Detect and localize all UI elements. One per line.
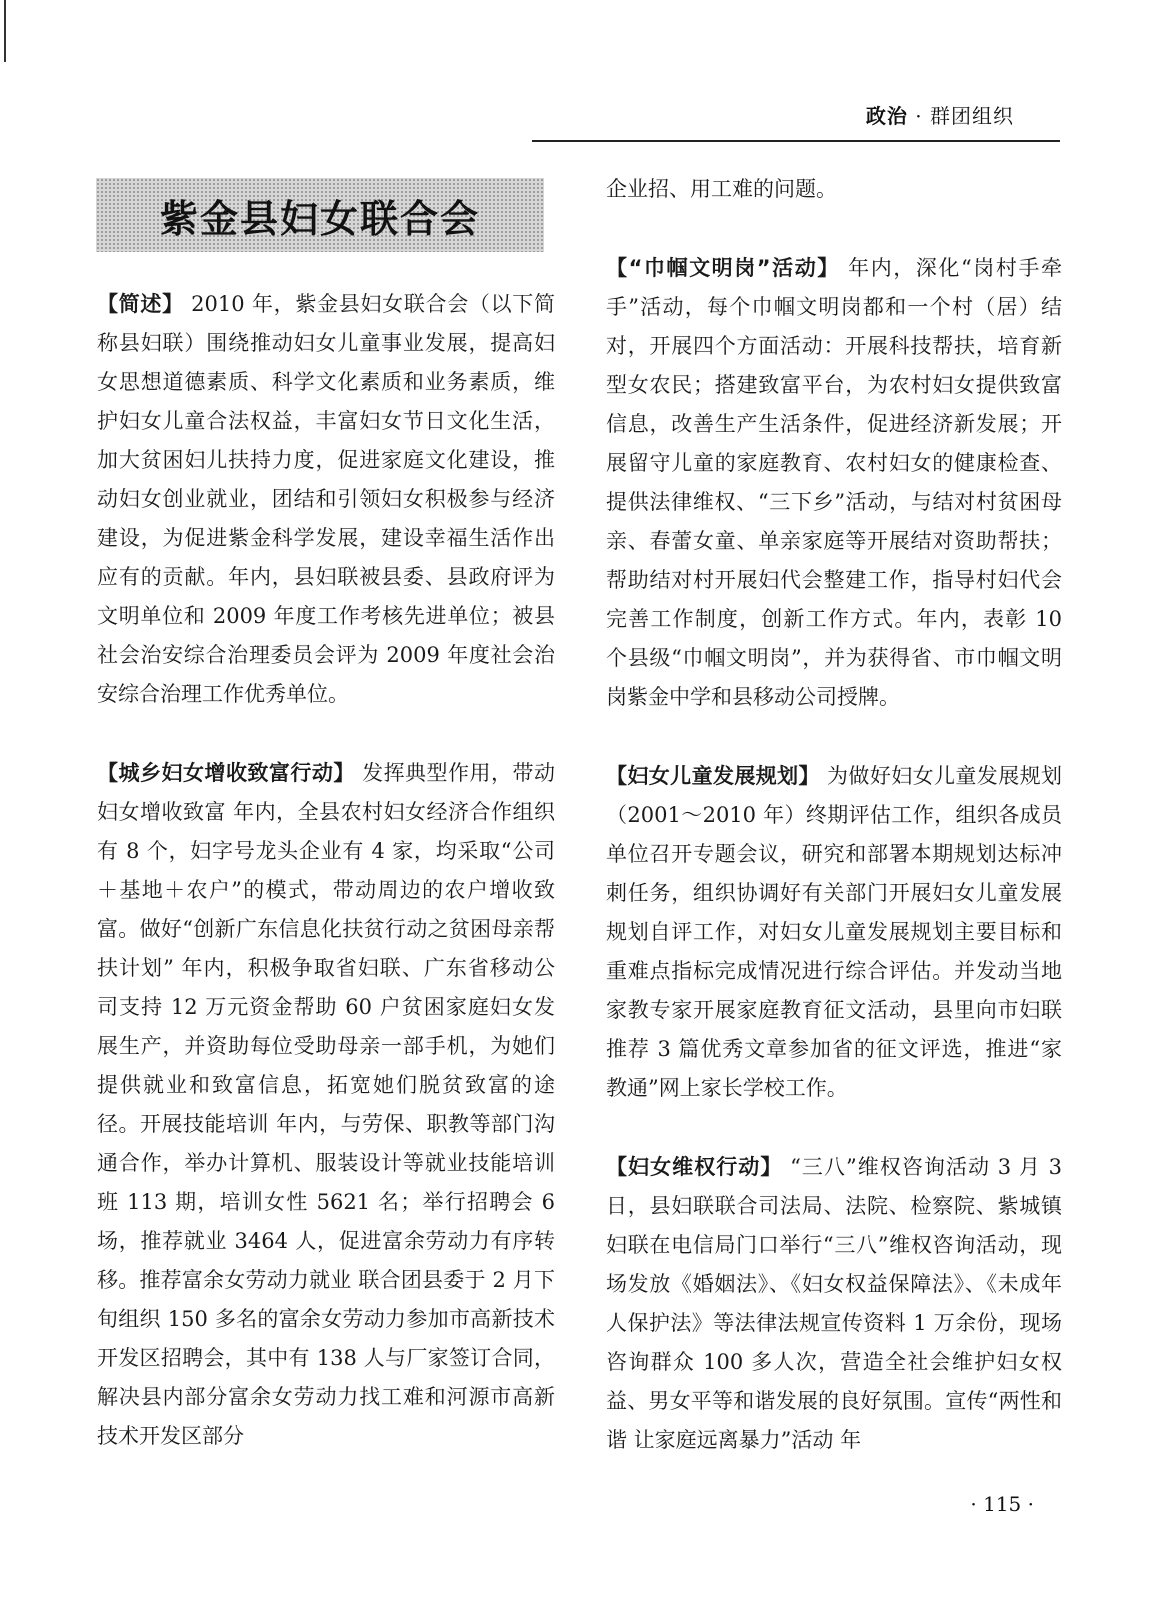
page-edge-line <box>4 0 6 62</box>
running-header <box>866 100 1014 129</box>
paragraph-gap <box>97 714 555 754</box>
header-separator: · <box>915 104 923 128</box>
paragraph-text: 年内，深化“岗村手牵手”活动，每个巾帼文明岗都和一个村（居）结对，开展四个方面活动：开展科技帮扶，培育新型女农民；搭建致富平台，为农村妇女提供致富信息，改善生产生活条件，促进经济新发展；开展留守儿童的家庭教育、农村妇女的健康检查、提供法律维权、“三下乡”活动，与结对村贫困母亲、春蕾女童、单亲家庭等开展结对资助帮扶；帮助结对村开展妇代会整建工作，指导村妇代会完善工作制度，创新工作方式。年内，表彰 10 个县级“巾帼文明岗”，并为获得省、市巾帼文明岗紫金中学和县移动公司授牌。 <box>606 256 1062 709</box>
page-number: · 115 · <box>970 1492 1034 1516</box>
paragraph-text: 企业招、用工难的问题。 <box>606 177 837 201</box>
paragraph-label: 【妇女维权行动】 <box>606 1155 783 1179</box>
paragraph-civilized-post <box>606 249 1062 717</box>
left-column <box>97 285 555 1456</box>
paragraph-gap <box>606 209 1062 249</box>
paragraph-text: 发挥典型作用，带动妇女增收致富 年内，全县农村妇女经济合作组织有 8 个，妇字号龙头企业有 4 家，均采取“公司＋基地＋农户”的模式，带动周边的农户增收致富。做好“创新广东信息化扶贫行动之贫困母亲帮扶计划” 年内，积极争取省妇联、广东省移动公司支持 12 万元资金帮助 60 户贫困家庭妇女发展生产，并资助每位受助母亲一部手机，为她们提供就业和致富信息，拓宽她们脱贫致富的途径。开展技能培训 年内，与劳保、职教等部门沟通合作，举办计算机、服装设计等就业技能培训班 113 期，培训女性 5621 名；举行招聘会 6 场，推荐就业 3464 人，促进富余劳动力有序转移。推荐富余女劳动力就业 联合团县委于 2 月下旬组织 150 多名的富余女劳动力参加市高新技术开发区招聘会，其中有 138 人与厂家签订合同，解决县内部分富余女劳动力找工难和河源市高新技术开发区部分 <box>97 761 556 1448</box>
title-banner <box>96 178 544 252</box>
right-column <box>606 170 1062 1460</box>
paragraph-development-plan <box>606 757 1062 1108</box>
paragraph-income-action <box>97 754 555 1456</box>
paragraph-rights-action <box>606 1148 1062 1460</box>
header-rule <box>532 140 1060 142</box>
paragraph-label: 【妇女儿童发展规划】 <box>606 764 820 788</box>
header-section: 政治 <box>865 104 908 128</box>
paragraph-gap <box>606 1108 1062 1148</box>
paragraph-label: 【城乡妇女增收致富行动】 <box>97 761 355 785</box>
paragraph-overview <box>97 285 555 714</box>
paragraph-text: 2010 年，紫金县妇女联合会（以下简称县妇联）围绕推动妇女儿童事业发展，提高妇女思想道德素质、科学文化素质和业务素质，维护妇女儿童合法权益，丰富妇女节日文化生活，加大贫困妇儿扶持力度，促进家庭文化建设，推动妇女创业就业，团结和引领妇女积极参与经济建设，为促进紫金科学发展，建设幸福生活作出应有的贡献。年内，县妇联被县委、县政府评为文明单位和 2009 年度工作考核先进单位；被县社会治安综合治理委员会评为 2009 年度社会治安综合治理工作优秀单位。 <box>97 292 555 706</box>
paragraph-label: 【简述】 <box>97 292 184 316</box>
article-title: 紫金县妇女联合会 <box>159 196 480 241</box>
paragraph-text: “三八”维权咨询活动 3 月 3 日，县妇联联合司法局、法院、检察院、紫城镇妇联在电信局门口举行“三八”维权咨询活动，现场发放《婚姻法》、《妇女权益保障法》、《未成年人保护法》等法律法规宣传资料 1 万余份，现场咨询群众 100 多人次，营造全社会维护妇女权益、男女平等和谐发展的良好氛围。宣传“两性和谐 让家庭远离暴力”活动 年 <box>606 1155 1062 1452</box>
paragraph-continuation <box>606 170 1062 209</box>
paragraph-gap <box>606 717 1062 757</box>
header-subsection: 群团组织 <box>930 104 1014 128</box>
paragraph-label: 【“巾帼文明岗”活动】 <box>606 256 840 280</box>
paragraph-text: 为做好妇女儿童发展规划（2001～2010 年）终期评估工作，组织各成员单位召开专题会议，研究和部署本期规划达标冲刺任务，组织协调好有关部门开展妇女儿童发展规划自评工作，对妇女儿童发展规划主要目标和重难点指标完成情况进行综合评估。并发动当地家教专家开展家庭教育征文活动，县里向市妇联推荐 3 篇优秀文章参加省的征文评选，推进“家教通”网上家长学校工作。 <box>606 764 1062 1100</box>
